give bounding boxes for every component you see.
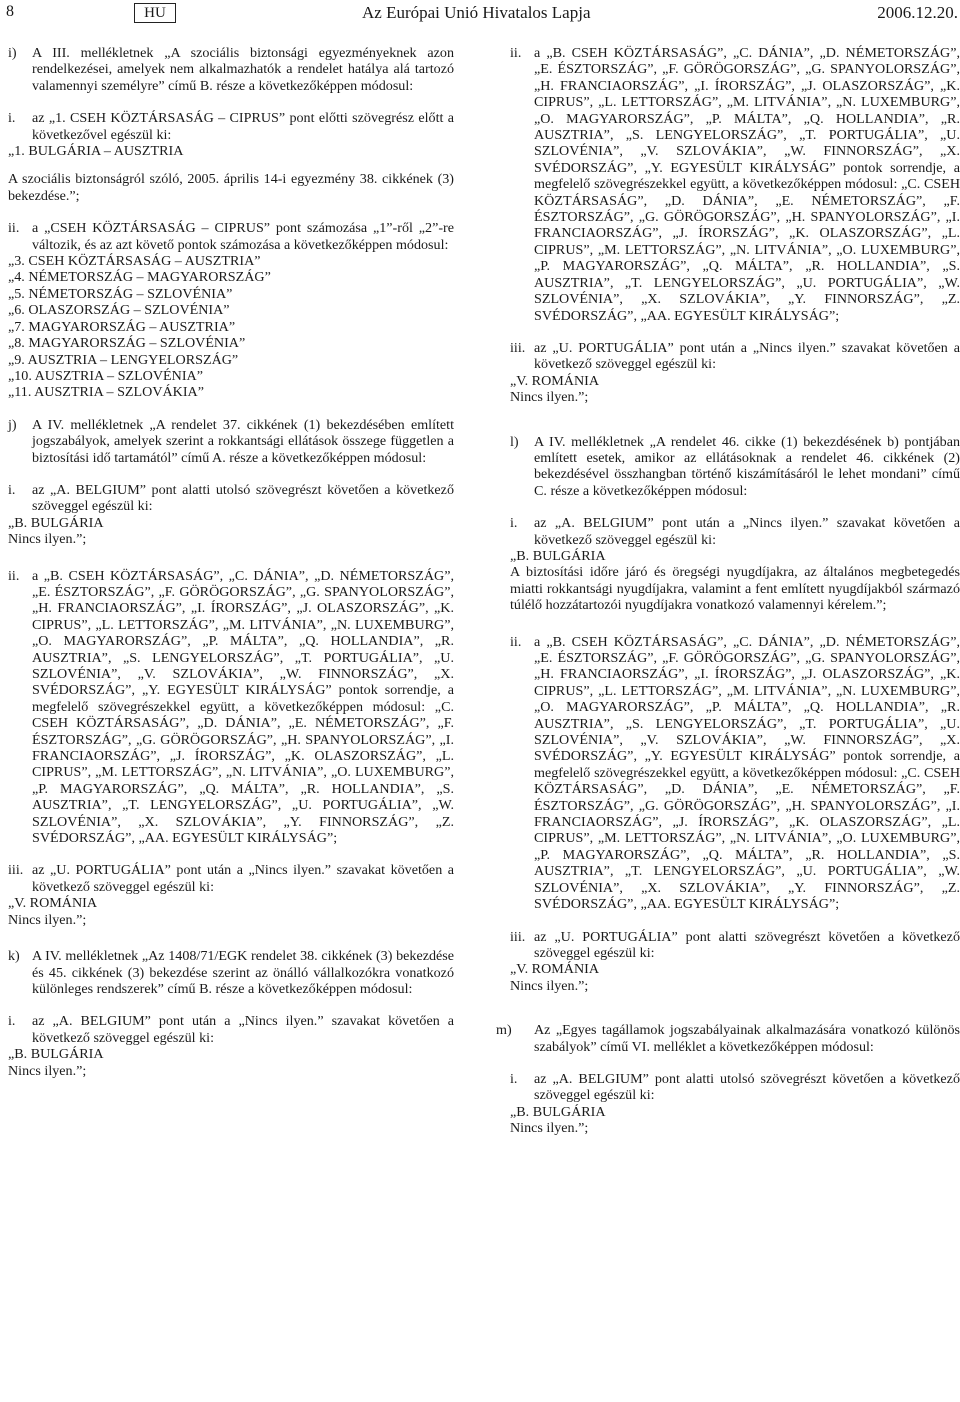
subpoint-text: a „B. CSEH KÖZTÁRSASÁG”, „C. DÁNIA”, „D. NÉMETORSZÁG”, „E. ÉSZTORSZÁG”, „F. GÖRÖGORSZÁG”, „G. SPANYOLORSZÁG”, „H. FRANCIAORSZÁG”, „I. ÍRORSZÁG”, „J. OLASZORSZÁG”, „K. CIPRUS”, „L. LETTORSZÁG”, „M. LITVÁNIA”, „N. LUXEMBURG”, „O. MAGYARORSZÁG”, „P. MÁLTA”, „Q. HOLLANDIA”, „R. AUSZTRIA”, „S. LENGYELORSZÁG”, „T. PORTUGÁLIA”, „U. SZLOVÉNIA”, „V. SZLOVÁKIA”, „W. FINNORSZÁG”, „X. SVÉDORSZÁG”, „Y. EGYESÜLT KIRÁLYSÁG” pontok sorrendje, a megfelelő szövegrészekkel együtt, a következőképpen módosul: „C. CSEH KÖZTÁRSASÁG”, „D. DÁNIA”, „E. NÉMETORSZÁG”, „F. ÉSZTORSZÁG”, „G. GÖRÖGORSZÁG”, „H. SPANYOLORSZÁG”, „I. FRANCIAORSZÁG”, „J. ÍRORSZÁG”, „K. OLASZORSZÁG”, „L. CIPRUS”, „M. LETTORSZÁG”, „N. LITVÁNIA”, „O. LUXEMBURG”, „P. MAGYARORSZÁG”, „Q. MÁLTA”, „R. HOLLANDIA”, „S. AUSZTRIA”, „T. LENGYELORSZÁG”, „U. PORTUGÁLIA”, „W. SZLOVÉNIA”, „X. SZLOVÁKIA”, „Y. FINNORSZÁG”, „Z. SVÉDORSZÁG”, „AA. EGYESÜLT KIRÁLYSÁG”; <box>534 633 960 913</box>
subpoint-text: a „B. CSEH KÖZTÁRSASÁG”, „C. DÁNIA”, „D. NÉMETORSZÁG”, „E. ÉSZTORSZÁG”, „F. GÖRÖGORSZÁG”, „G. SPANYOLORSZÁG”, „H. FRANCIAORSZÁG”, „I. ÍRORSZÁG”, „J. OLASZORSZÁG”, „K. CIPRUS”, „L. LETTORSZÁG”, „M. LITVÁNIA”, „N. LUXEMBURG”, „O. MAGYARORSZÁG”, „P. MÁLTA”, „Q. HOLLANDIA”, „R. AUSZTRIA”, „S. LENGYELORSZÁG”, „T. PORTUGÁLIA”, „U. SZLOVÉNIA”, „V. SZLOVÁKIA”, „W. FINNORSZÁG”, „X. SVÉDORSZÁG”, „Y. EGYESÜLT KIRÁLYSÁG” pontok sorrendje, a megfelelő szövegrészekkel együtt, a következőképpen módosul: „C. CSEH KÖZTÁRSASÁG”, „D. DÁNIA”, „E. NÉMETORSZÁG”, „F. ÉSZTORSZÁG”, „G. GÖRÖGORSZÁG”, „H. SPANYOLORSZÁG”, „I. FRANCIAORSZÁG”, „J. ÍRORSZÁG”, „K. OLASZORSZÁG”, „L. CIPRUS”, „M. LETTORSZÁG”, „N. LITVÁNIA”, „O. LUXEMBURG”, „P. MAGYARORSZÁG”, „Q. MÁLTA”, „R. HOLLANDIA”, „S. AUSZTRIA”, „T. LENGYELORSZÁG”, „U. PORTUGÁLIA”, „W. SZLOVÉNIA”, „X. SZLOVÁKIA”, „Y. FINNORSZÁG”, „Z. SVÉDORSZÁG”, „AA. EGYESÜLT KIRÁLYSÁG”; <box>32 567 454 847</box>
point-label: j) <box>8 416 17 433</box>
point-m <box>496 1022 960 1055</box>
quoted-text: A biztosítási időre járó és öregségi nyugdíjakra, az általános megbetegedés miatti rokkantsági nyugdíjakra, valamint a fent említett nyugdíjakból származó túlélő hozzátartozói nyugdíjakra vonatkozó valamennyi kérelem.”; <box>510 564 960 614</box>
subpoint-label: i. <box>8 1013 16 1030</box>
page-header <box>0 0 960 30</box>
quoted-text: Nincs ilyen.”; <box>8 531 87 548</box>
quoted-heading: „V. ROMÁNIA <box>8 895 98 912</box>
point-text: A IV. mellékletnek „A rendelet 46. cikke (1) bekezdésének b) pontjában említett esetek, amikor az ellátásoknak a rendelet 46. cikkének (2) bekezdésével összhangban történő kiszámításáról le lehet mondani” című C. része a következőképpen módosul: <box>534 433 960 499</box>
subpoint-text: az „A. BELGIUM” pont alatti utolsó szövegrészt követően a következő szöveggel egészül ki: <box>32 481 454 515</box>
subpoint-ii <box>510 634 960 913</box>
renumbered-item: „10. AUSZTRIA – SZLOVÉNIA” <box>8 367 203 384</box>
point-text: Az „Egyes tagállamok jogszabályainak alkalmazására vonatkozó különös szabályok” című VI. melléklet a következőképpen módosul: <box>534 1022 960 1055</box>
subpoint-iii <box>8 862 454 895</box>
subpoint-text: az „A. BELGIUM” pont után a „Nincs ilyen.” szavakat követően a következő szöveggel egészül ki: <box>534 515 960 548</box>
subpoint-i <box>8 482 454 515</box>
subpoint-text: az „U. PORTUGÁLIA” pont alatti szövegrészt követően a következő szöveggel egészül ki: <box>534 928 960 961</box>
quoted-text: Nincs ilyen.”; <box>8 1062 87 1079</box>
renumbered-item: „5. NÉMETORSZÁG – SZLOVÉNIA” <box>8 285 233 302</box>
renumbered-item: „7. MAGYARORSZÁG – AUSZTRIA” <box>8 318 236 335</box>
quoted-heading: „B. BULGÁRIA <box>8 1046 104 1063</box>
right-column <box>496 45 960 1137</box>
subpoint-iii <box>510 929 960 962</box>
renumbered-item: „9. AUSZTRIA – LENGYELORSZÁG” <box>8 351 239 368</box>
point-text: A IV. mellékletnek „Az 1408/71/EGK rendelet 38. cikkének (3) bekezdése és 45. cikkének (3) bekezdése szerint az önálló vállalkozókra vonatkozó különleges rendszerek” című B. része a következőképpen módosul: <box>32 948 454 997</box>
quoted-heading: „B. BULGÁRIA <box>8 514 104 531</box>
subpoint-text: a „CSEH KÖZTÁRSASÁG – CIPRUS” pont számozása „1”-ről „2”-re változik, és az azt követő pontok számozása a következőképpen módosul: <box>32 220 454 253</box>
publication-date: 2006.12.20. <box>877 3 958 22</box>
renumbered-item: „8. MAGYARORSZÁG – SZLOVÉNIA” <box>8 335 246 352</box>
subpoint-i <box>510 515 960 548</box>
subpoint-i <box>510 1071 960 1104</box>
subpoint-label: ii. <box>8 220 20 237</box>
point-l <box>510 434 960 500</box>
renumbered-item: „11. AUSZTRIA – SZLOVÁKIA” <box>8 384 204 401</box>
quoted-heading: „1. BULGÁRIA – AUSZTRIA <box>8 143 184 160</box>
language-code-box: HU <box>134 3 176 23</box>
renumbered-item: „4. NÉMETORSZÁG – MAGYARORSZÁG” <box>8 269 271 286</box>
subpoint-label: i. <box>8 110 16 127</box>
subpoint-label: i. <box>8 481 16 498</box>
quoted-text: A szociális biztonságról szóló, 2005. április 14-i egyezmény 38. cikkének (3) bekezdése.”; <box>8 171 454 204</box>
subpoint-text: az „U. PORTUGÁLIA” pont után a „Nincs ilyen.” szavakat követően a következő szöveggel egészül ki: <box>534 339 960 373</box>
subpoint-ii <box>8 568 454 847</box>
subpoint-ii <box>8 220 454 253</box>
left-column <box>8 45 454 1079</box>
point-text: A IV. mellékletnek „A rendelet 37. cikkének (1) bekezdésében említett jogszabályok, amelyek szerint a rokkantsági ellátások összege független a biztosítási idő tartamától” című A. része a következőképpen módosul: <box>32 416 454 466</box>
point-label: l) <box>510 433 519 450</box>
subpoint-text: az „U. PORTUGÁLIA” pont után a „Nincs ilyen.” szavakat követően a következő szöveggel egészül ki: <box>32 862 454 895</box>
quoted-heading: „B. BULGÁRIA <box>510 1103 606 1120</box>
quoted-text: Nincs ilyen.”; <box>510 977 589 994</box>
subpoint-text: az „A. BELGIUM” pont után a „Nincs ilyen.” szavakat követően a következő szöveggel egészül ki: <box>32 1013 454 1046</box>
point-j <box>8 417 454 466</box>
renumbered-item: „3. CSEH KÖZTÁRSASÁG – AUSZTRIA” <box>8 253 261 270</box>
subpoint-i <box>8 1013 454 1046</box>
subpoint-ii <box>510 45 960 324</box>
point-label: k) <box>8 948 20 965</box>
subpoint-label: iii. <box>510 928 526 945</box>
point-label: i) <box>8 45 17 61</box>
point-i <box>8 45 454 94</box>
subpoint-i <box>8 110 454 143</box>
page-number: 8 <box>6 3 14 20</box>
renumbered-item: „6. OLASZORSZÁG – SZLOVÉNIA” <box>8 302 230 319</box>
subpoint-text: a „B. CSEH KÖZTÁRSASÁG”, „C. DÁNIA”, „D. NÉMETORSZÁG”, „E. ÉSZTORSZÁG”, „F. GÖRÖGORSZÁG”, „G. SPANYOLORSZÁG”, „H. FRANCIAORSZÁG”, „I. ÍRORSZÁG”, „J. OLASZORSZÁG”, „K. CIPRUS”, „L. LETTORSZÁG”, „M. LITVÁNIA”, „N. LUXEMBURG”, „O. MAGYARORSZÁG”, „P. MÁLTA”, „Q. HOLLANDIA”, „R. AUSZTRIA”, „S. LENGYELORSZÁG”, „T. PORTUGÁLIA”, „U. SZLOVÉNIA”, „V. SZLOVÁKIA”, „W. FINNORSZÁG”, „X. SVÉDORSZÁG”, „Y. EGYESÜLT KIRÁLYSÁG” pontok sorrendje, a megfelelő szövegrészekkel együtt, a következőképpen módosul: „C. CSEH KÖZTÁRSASÁG”, „D. DÁNIA”, „E. NÉMETORSZÁG”, „F. ÉSZTORSZÁG”, „G. GÖRÖGORSZÁG”, „H. SPANYOLORSZÁG”, „I. FRANCIAORSZÁG”, „J. ÍRORSZÁG”, „K. OLASZORSZÁG”, „L. CIPRUS”, „M. LETTORSZÁG”, „N. LITVÁNIA”, „O. LUXEMBURG”, „P. MAGYARORSZÁG”, „Q. MÁLTA”, „R. HOLLANDIA”, „S. AUSZTRIA”, „T. LENGYELORSZÁG”, „U. PORTUGÁLIA”, „W. SZLOVÉNIA”, „X. SZLOVÁKIA”, „Y. FINNORSZÁG”, „Z. SVÉDORSZÁG”, „AA. EGYESÜLT KIRÁLYSÁG”; <box>534 45 960 324</box>
quoted-heading: „V. ROMÁNIA <box>510 961 600 978</box>
point-text: A III. mellékletnek „A szociális biztonsági egyezményeknek azon rendelkezései, amelyek nem alkalmazhatók a rendelet hatálya alá tartozó valamennyi személyre” című B. része a következőképpen módosul: <box>32 45 454 94</box>
subpoint-label: ii. <box>510 45 522 61</box>
subpoint-label: iii. <box>8 862 24 879</box>
subpoint-label: ii. <box>510 633 522 650</box>
quoted-text: Nincs ilyen.”; <box>510 389 589 406</box>
quoted-heading: „B. BULGÁRIA <box>510 547 606 564</box>
subpoint-label: ii. <box>8 567 20 584</box>
subpoint-label: i. <box>510 1070 518 1087</box>
subpoint-iii <box>510 340 960 373</box>
subpoint-text: az „1. CSEH KÖZTÁRSASÁG – CIPRUS” pont előtti szövegrész előtt a következővel egészül ki: <box>32 110 454 143</box>
point-label: m) <box>496 1022 512 1039</box>
subpoint-text: az „A. BELGIUM” pont alatti utolsó szövegrészt követően a következő szöveggel egészül ki: <box>534 1070 960 1104</box>
quoted-heading: „V. ROMÁNIA <box>510 372 600 389</box>
point-k <box>8 948 454 997</box>
subpoint-label: iii. <box>510 339 526 356</box>
subpoint-label: i. <box>510 515 518 532</box>
quoted-text: Nincs ilyen.”; <box>8 911 87 928</box>
quoted-text: Nincs ilyen.”; <box>510 1120 589 1137</box>
journal-title: Az Európai Unió Hivatalos Lapja <box>362 3 591 22</box>
